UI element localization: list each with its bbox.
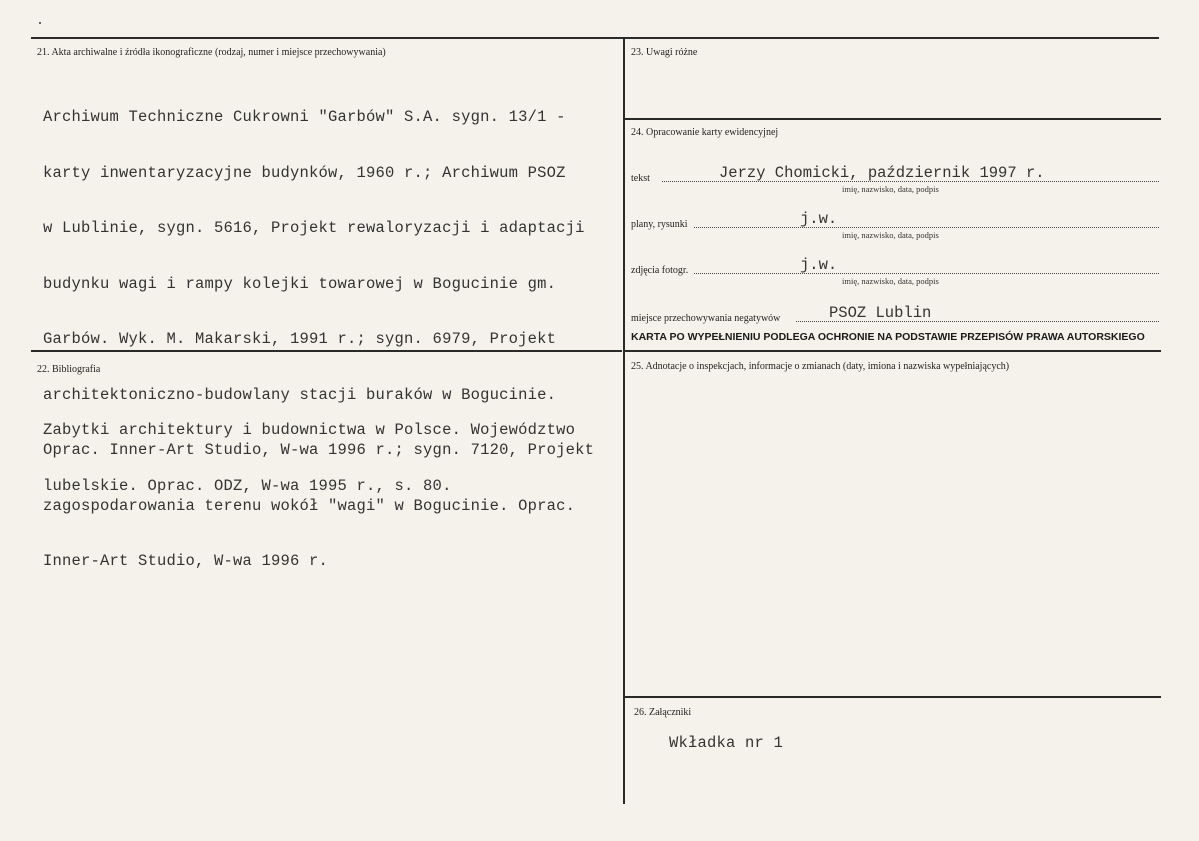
text-line: Garbów. Wyk. M. Makarski, 1991 r.; sygn. 6979, Projekt [43, 330, 557, 348]
section26-label: 26. Załączniki [634, 707, 692, 718]
text-line: Oprac. Inner-Art Studio, W-wa 1996 r.; sygn. 7120, Projekt [43, 441, 595, 459]
section24-label: 24. Opracowanie karty ewidencyjnej [631, 127, 779, 138]
field-negatywy-value: PSOZ Lublin [829, 304, 932, 322]
text-line: w Lublinie, sygn. 5616, Projekt rewaloryzacji i adaptacji [43, 219, 585, 237]
field-tekst-value: Jerzy Chomicki, październik 1997 r. [719, 164, 1045, 182]
field-plany-dots [694, 227, 1159, 228]
section26-top-border [624, 696, 1161, 698]
field-negatywy-label: miejsce przechowywania negatywów [631, 313, 781, 324]
section26-value: Wkładka nr 1 [669, 734, 784, 752]
text-line: lubelskie. Oprac. ODZ, W-wa 1995 r., s. 80. [43, 476, 452, 495]
text-line: architektoniczno-budowlany stacji buraków w Bogucinie. [43, 385, 557, 404]
stray-mark [39, 22, 41, 24]
text-line: Zabytki architektury i budownictwa w Polsce. Województwo [43, 421, 576, 439]
field-tekst [631, 158, 1161, 194]
section21-label: 21. Akta archiwalne i źródła ikonograficzne (rodzaj, numer i miejsce przechowywania) [37, 47, 386, 58]
field-tekst-label: tekst [631, 173, 650, 184]
section24-top-border [624, 118, 1161, 120]
top-border [31, 37, 1159, 39]
section22-text [43, 384, 575, 532]
text-line: Inner-Art Studio, W-wa 1996 r. [43, 552, 329, 570]
field-plany-value: j.w. [800, 210, 838, 228]
text-line: Archiwum Techniczne Cukrowni "Garbów" S.A. sygn. 13/1 - [43, 108, 566, 126]
field-negatywy [631, 292, 1161, 322]
field-tekst-hint: imię, nazwisko, data, podpis [842, 184, 939, 194]
middle-divider-right [624, 350, 1161, 352]
field-plany-label: plany, rysunki [631, 219, 688, 230]
text-line: zagospodarowania terenu wokół "wagi" w Bogucinie. Oprac. [43, 496, 576, 515]
vertical-divider [623, 37, 625, 804]
text-line: budynku wagi i rampy kolejki towarowej w Bogucinie gm. [43, 274, 557, 293]
field-zdjecia-label: zdjęcia fotogr. [631, 265, 689, 276]
field-zdjecia-value: j.w. [800, 256, 838, 274]
section23-label: 23. Uwagi różne [631, 47, 698, 58]
field-zdjecia [631, 250, 1161, 286]
field-plany-hint: imię, nazwisko, data, podpis [842, 230, 939, 240]
field-zdjecia-dots [694, 273, 1159, 274]
copyright-notice: KARTA PO WYPEŁNIENIU PODLEGA OCHRONIE NA PODSTAWIE PRZEPISÓW PRAWA AUTORSKIEGO [631, 331, 1145, 343]
field-zdjecia-hint: imię, nazwisko, data, podpis [842, 276, 939, 286]
text-line: karty inwentaryzacyjne budynków, 1960 r.; Archiwum PSOZ [43, 163, 566, 182]
section25-label: 25. Adnotacje o inspekcjach, informacje o zmianach (daty, imiona i nazwiska wypełniających) [631, 361, 1010, 372]
field-plany [631, 204, 1161, 240]
section22-label: 22. Bibliografia [37, 364, 101, 375]
